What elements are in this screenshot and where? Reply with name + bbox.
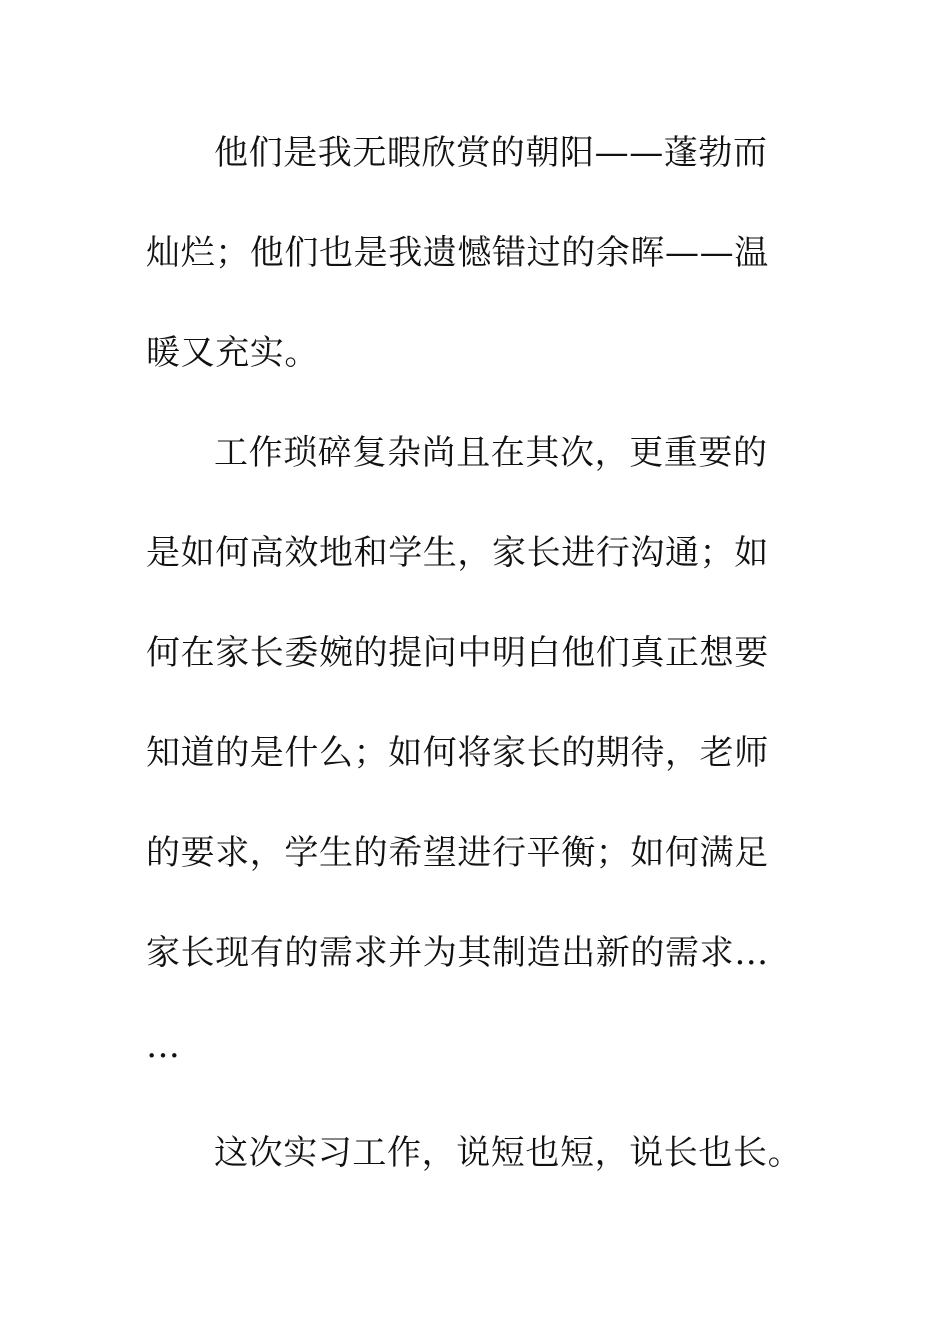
text-line: 是如何高效地和学生，家长进行沟通；如 [146, 533, 769, 573]
text-line: … [146, 1026, 181, 1066]
text-line: 工作琐碎复杂尚且在其次，更重要的 [214, 433, 768, 473]
text-line: 这次实习工作，说短也短，说长也长。 [214, 1133, 803, 1173]
text-line: 他们是我无暇欣赏的朝阳——蓬勃而 [214, 133, 768, 173]
text-line: 知道的是什么；如何将家长的期待，老师 [146, 733, 769, 773]
text-line: 灿烂；他们也是我遗憾错过的余晖——温 [146, 233, 769, 273]
text-line: 何在家长委婉的提问中明白他们真正想要 [146, 633, 769, 673]
text-line: 的要求，学生的希望进行平衡；如何满足 [146, 833, 769, 873]
text-line: 暖又充实。 [146, 333, 319, 373]
text-line: 家长现有的需求并为其制造出新的需求… [146, 933, 769, 973]
